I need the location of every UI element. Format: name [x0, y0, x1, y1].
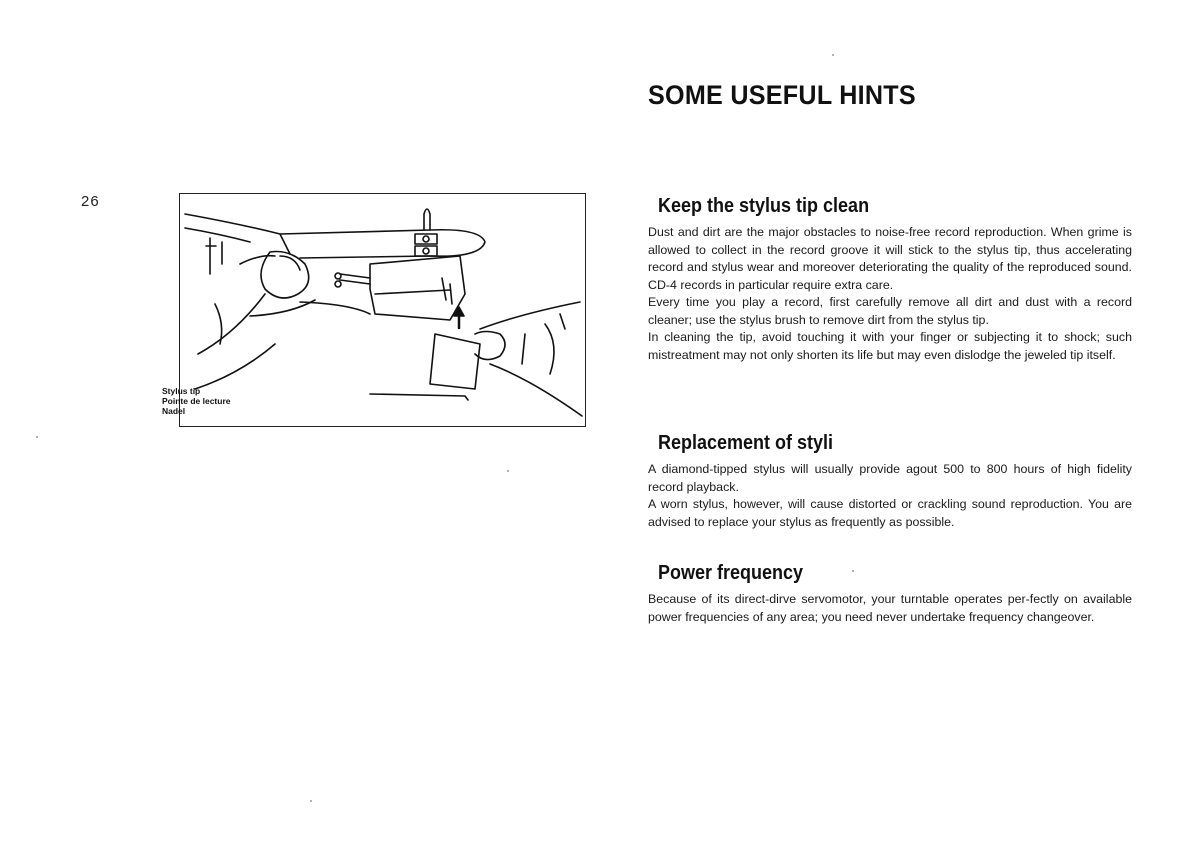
section-replacement-of-styli: [648, 432, 1132, 531]
section-paragraph: In cleaning the tip, avoid touching it with your finger or subjecting it to shock; such mistreatment may not only shorten its life but may even dislodge the jeweled tip itself.: [648, 330, 1132, 362]
stylus-cleaning-illustration: [179, 193, 586, 427]
figure-caption: [162, 386, 231, 416]
scan-speck: [310, 800, 312, 802]
caption-line-english: Stylus tip: [162, 386, 201, 396]
section-keep-stylus-clean: [648, 195, 1132, 364]
scan-speck: [507, 470, 509, 472]
page-number: 26: [81, 193, 100, 210]
illustration-drawing: [180, 194, 586, 427]
section-paragraph: Dust and dirt are the major obstacles to noise-free record reproduction. When grime is allowed to collect in the record groove it will stick to the stylus tip, thus accelerating record and stylus wear and moreover deteriorating the quality of the reproduced sound. CD-4 records in particular require extra care.: [648, 225, 1132, 292]
scan-speck: [852, 570, 854, 572]
section-paragraph: Because of its direct-dirve servomotor, your turntable operates per-fectly on available power frequencies of any area; you need never undertake frequency changeover.: [648, 592, 1132, 624]
page-title: SOME USEFUL HINTS: [648, 80, 916, 110]
section-heading: Keep the stylus tip clean: [658, 195, 870, 217]
section-paragraph: A diamond-tipped stylus will usually provide agout 500 to 800 hours of high fidelity record playback.: [648, 462, 1132, 494]
section-paragraph: A worn stylus, however, will cause distorted or crackling sound reproduction. You are advised to replace your stylus as frequently as possible.: [648, 497, 1132, 529]
scan-speck: [832, 54, 834, 56]
scan-speck: [36, 436, 38, 438]
section-power-frequency: [648, 562, 1132, 626]
section-heading: Power frequency: [658, 562, 804, 584]
section-heading: Replacement of styli: [658, 432, 834, 454]
caption-line-french: Pointe de lecture: [162, 396, 231, 406]
section-paragraph: Every time you play a record, first carefully remove all dirt and dust with a record cleaner; use the stylus brush to remove dirt from the stylus tip.: [648, 295, 1132, 327]
caption-line-german: Nadel: [162, 406, 186, 416]
